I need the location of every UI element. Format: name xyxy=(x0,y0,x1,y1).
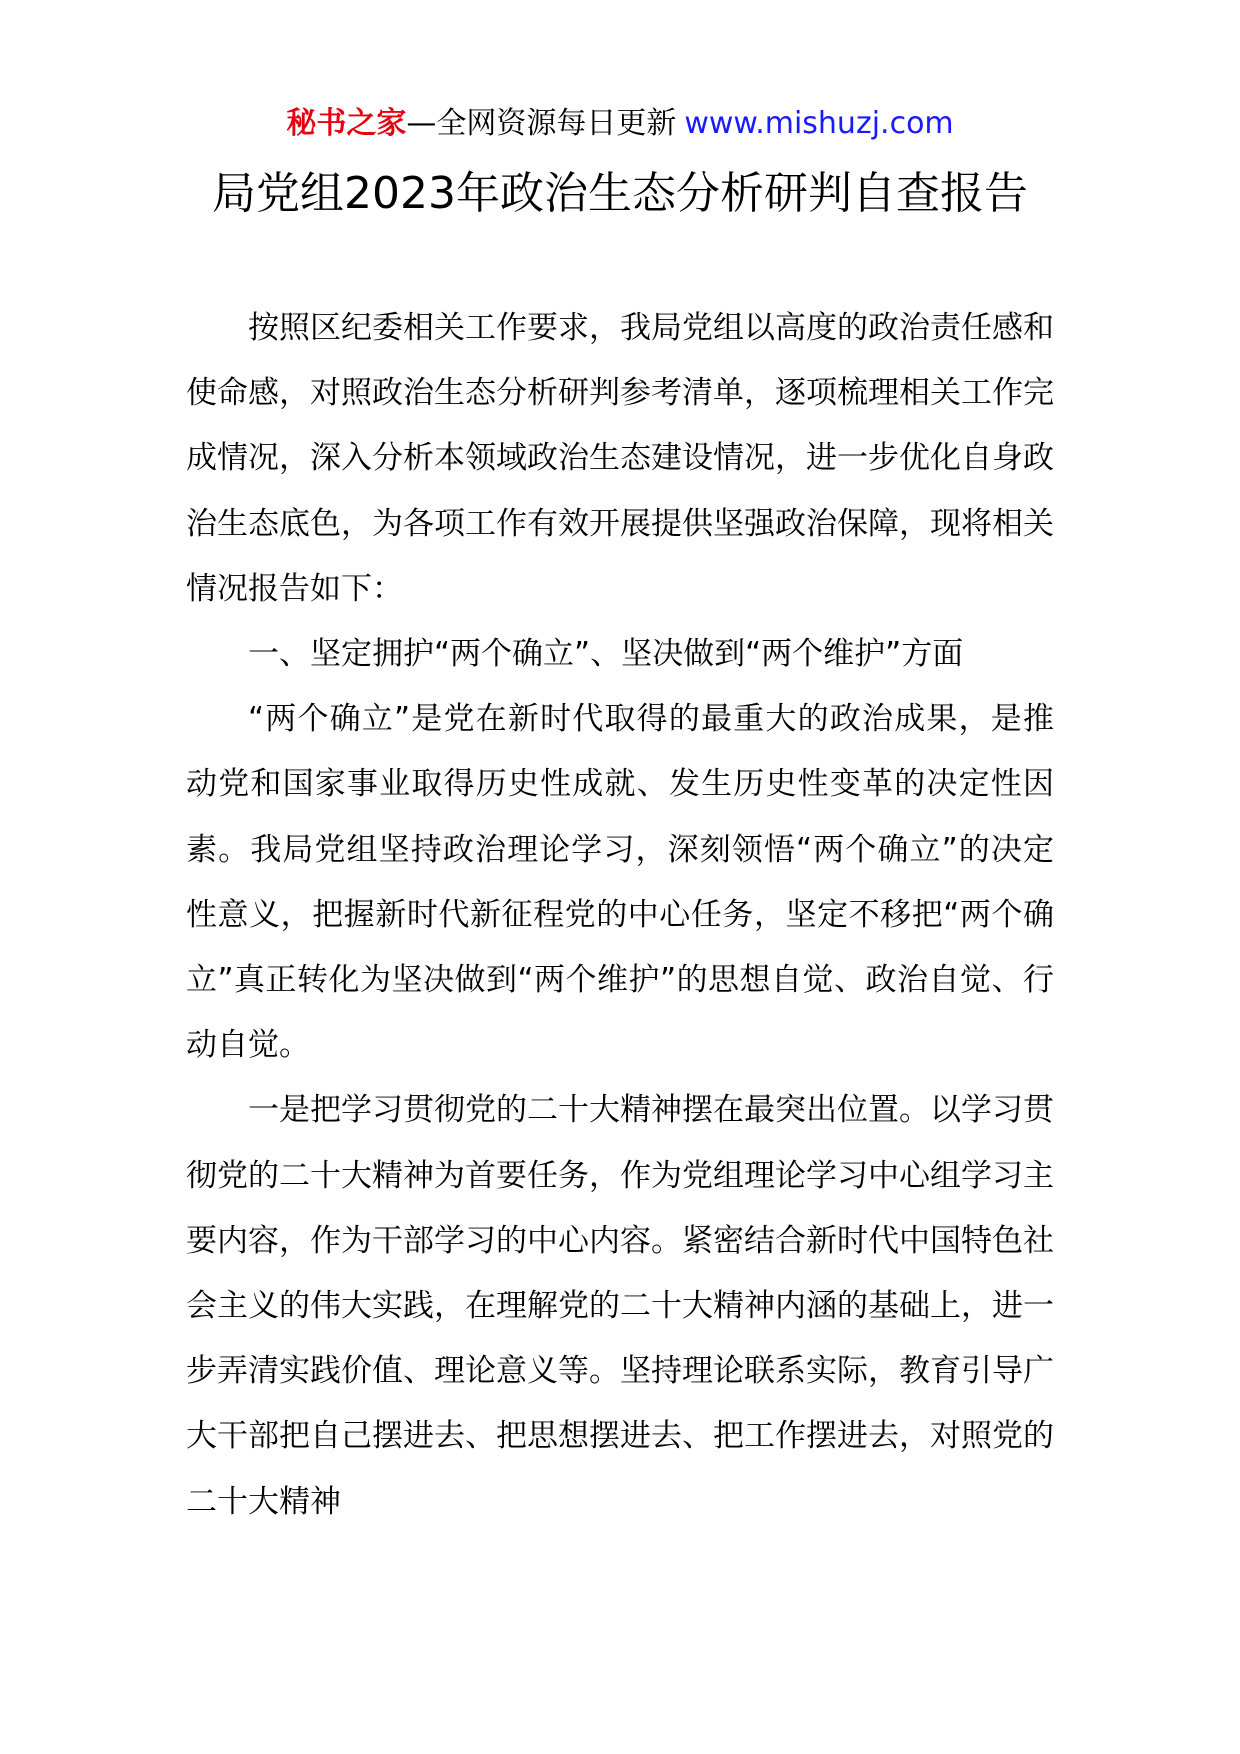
brand-name: 秘书之家 xyxy=(286,106,407,141)
document-title: 局党组2023年政治生态分析研判自查报告 xyxy=(212,168,1028,219)
paragraph: 按照区纪委相关工作要求，我局党组以高度的政治责任感和使命感，对照政治生态分析研判参考清单，逐项梳理相关工作完成情况，深入分析本领域政治生态建设情况，进一步优化自身政治生态底色，为各项工作有效开展提供坚强政治保障，现将相关情况报告如下： xyxy=(186,310,1054,607)
document-body xyxy=(186,296,1054,1535)
paragraph: 一是把学习贯彻党的二十大精神摆在最突出位置。以学习贯彻党的二十大精神为首要任务，作为党组理论学习中心组学习主要内容，作为干部学习的中心内容。紧密结合新时代中国特色社会主义的伟大实践，在理解党的二十大精神内涵的基础上，进一步弄清实践价值、理论意义等。坚持理论联系实际，教育引导广大干部把自己摆进去、把思想摆进去、把工作摆进去，对照党的二十大精神 xyxy=(186,1092,1054,1520)
brand-slogan: —全网资源每日更新 xyxy=(406,106,677,141)
paragraph: “两个确立”是党在新时代取得的最重大的政治成果，是推动党和国家事业取得历史性成就、发生历史性变革的决定性因素。我局党组坚持政治理论学习，深刻领悟“两个确立”的决定性意义，把握新时代新征程党的中心任务，坚定不移把“两个确立”真正转化为坚决做到“两个维护”的思想自觉、政治自觉、行动自觉。 xyxy=(186,701,1054,1064)
section-heading: 一、坚定拥护“两个确立”、坚决做到“两个维护”方面 xyxy=(248,636,964,673)
watermark-header xyxy=(0,104,1240,144)
site-url: www.mishuzj.com xyxy=(684,106,954,141)
